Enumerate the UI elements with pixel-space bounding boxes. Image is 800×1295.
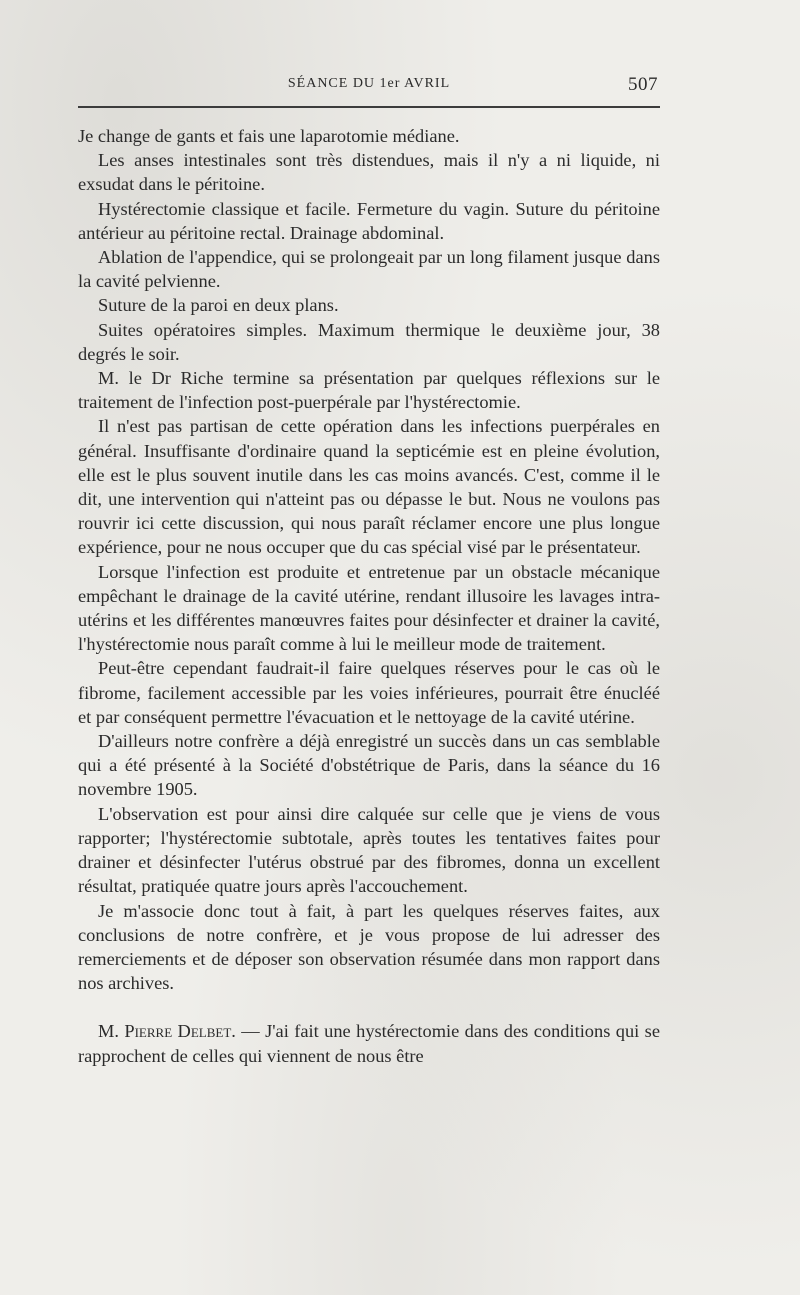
speaker-name: M. Pierre Delbet. (98, 1021, 236, 1042)
body-text (78, 124, 660, 1068)
paragraph: Suites opératoires simples. Maximum thermique le deuxième jour, 38 degrés le soir. (78, 319, 660, 364)
paragraph: Je m'associe donc tout à fait, à part les quelques réserves faites, aux conclusions de notre confrère, et je vous propose de lui adresser des remerciements et de déposer son observation résumée dans mon rapport dans nos archives. (78, 900, 660, 994)
closing-text: — J'ai fait une hystérectomie dans des conditions qui se rapprochent de celles qui viennent de nous être (78, 1021, 660, 1066)
paragraph: Il n'est pas partisan de cette opération dans les infections puerpérales en général. Insuffisante d'ordinaire quand la septicémie est en pleine évolution, elle est le plus souvent inutile dans les cas moins avancés. C'est, comme il le dit, une intervention qui n'atteint pas ou dépasse le but. Nous ne voulons pas rouvrir ici cette discussion, qui nous paraît réclamer encore une plus longue expérience, pour ne nous occuper que du cas spécial visé par le présentateur. (78, 416, 660, 558)
paragraph: Je change de gants et fais une laparotomie médiane. (78, 126, 460, 146)
closing-paragraph (78, 1019, 660, 1067)
running-title: SÉANCE DU 1er AVRIL (287, 76, 451, 91)
paragraph: Peut-être cependant faudrait-il faire quelques réserves pour le cas où le fibrome, facilement accessible par les voies inférieures, pourrait être énucléé et par conséquent permettre l'évacuation et le nettoyage de la cavité utérine. (78, 658, 660, 727)
paragraph: Les anses intestinales sont très distendues, mais il n'y a ni liquide, ni exsudat dans le péritoine. (78, 150, 660, 195)
paragraph: Lorsque l'infection est produite et entretenue par un obstacle mécanique empêchant le drainage de la cavité utérine, rendant illusoire les lavages intra-utérins et les différentes manœuvres faites pour désinfecter et drainer la cavité, l'hystérectomie nous paraît comme à lui le meilleur mode de traitement. (78, 561, 660, 655)
document-page (78, 72, 660, 1068)
page-number: 507 (628, 74, 658, 95)
paragraph: Suture de la paroi en deux plans. (98, 295, 339, 316)
paragraph: L'observation est pour ainsi dire calquée sur celle que je viens de vous rapporter; l'hystérectomie subtotale, après toutes les tentatives faites pour drainer et désinfecter l'utérus obstrué par des fibromes, donna un excellent résultat, pratiquée quatre jours après l'accouchement. (78, 803, 660, 897)
paragraph: M. le Dr Riche termine sa présentation par quelques réflexions sur le traitement de l'infection post-puerpérale par l'hystérectomie. (78, 368, 660, 413)
page-header (78, 72, 660, 98)
paragraph: Ablation de l'appendice, qui se prolongeait par un long filament jusque dans la cavité pelvienne. (78, 247, 660, 292)
paragraph: Hystérectomie classique et facile. Fermeture du vagin. Suture du péritoine antérieur au péritoine rectal. Drainage abdominal. (78, 198, 660, 243)
section-gap (78, 995, 660, 1019)
header-rule (78, 106, 660, 108)
paragraph: D'ailleurs notre confrère a déjà enregistré un succès dans un cas semblable qui a été présenté à la Société d'obstétrique de Paris, dans la séance du 16 novembre 1905. (78, 731, 660, 800)
